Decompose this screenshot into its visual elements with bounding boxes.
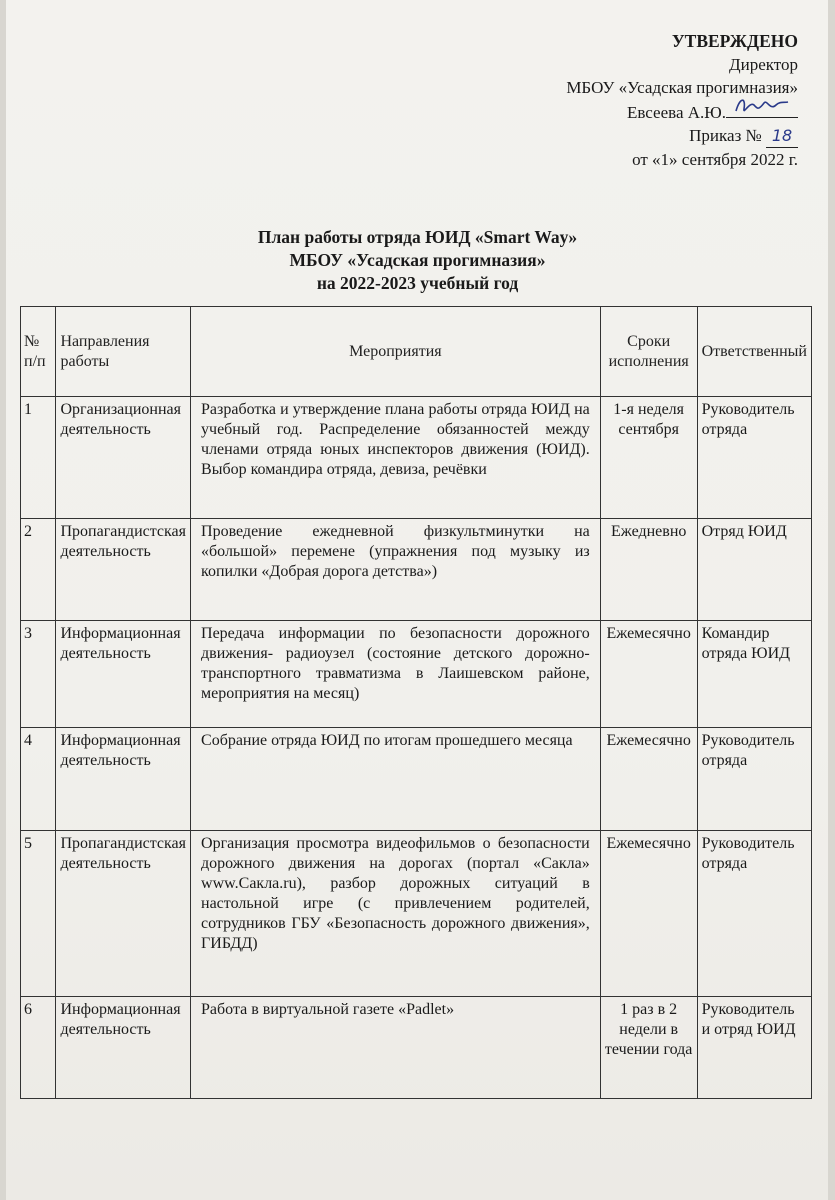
- cell-direction: Информационная деятельность: [56, 997, 191, 1099]
- cell-deadline: Ежедневно: [600, 519, 697, 621]
- doc-title: [0, 226, 835, 295]
- doc-title-line2: МБОУ «Усадская прогимназия»: [289, 250, 546, 270]
- header-deadline: Сроки исполнения: [600, 307, 697, 397]
- cell-events: Передача информации по безопасности дорожного движения- радиоузел (состояние детского дорожно-транспортного травматизма в Лаишевском районе, мероприятия на месяц): [191, 621, 601, 728]
- cell-events: Собрание отряда ЮИД по итогам прошедшего месяца: [191, 728, 601, 831]
- doc-title-line1: План работы отряда ЮИД «Smart Way»: [257, 227, 578, 247]
- cell-events: Проведение ежедневной физкультминутки на «большой» перемене (упражнения под музыку из копилки «Добрая дорога детства»): [191, 519, 601, 621]
- table-row: [21, 997, 812, 1099]
- signature-line: [726, 99, 798, 118]
- cell-direction: Организационная деятельность: [56, 397, 191, 519]
- header-num: № п/п: [21, 307, 56, 397]
- approval-position: Директор: [729, 55, 798, 74]
- table-header-row: [21, 307, 812, 397]
- cell-direction: Информационная деятельность: [56, 728, 191, 831]
- cell-deadline: Ежемесячно: [600, 728, 697, 831]
- cell-events: Разработка и утверждение плана работы отряда ЮИД на учебный год. Распределение обязанностей между членами отряда юных инспекторов движения (ЮИД). Выбор командира отряда, девиза, речёвки: [191, 397, 601, 519]
- approval-date: от «1» сентября 2022 г.: [632, 150, 798, 169]
- table-row: [21, 831, 812, 997]
- cell-responsible: Отряд ЮИД: [697, 519, 811, 621]
- cell-responsible: Руководитель отряда: [697, 397, 811, 519]
- cell-events: Организация просмотра видеофильмов о безопасности дорожного движения на дорогах (портал «Сакла» www.Сакла.ru), разбор дорожных ситуаций в настольной игре (с привлечением родителей, сотрудников ГБУ «Безопасность дорожного движения», ГИБДД): [191, 831, 601, 997]
- cell-deadline: Ежемесячно: [600, 621, 697, 728]
- cell-direction: Пропагандистская деятельность: [56, 831, 191, 997]
- cell-num: 5: [21, 831, 56, 997]
- cell-responsible: Командир отряда ЮИД: [697, 621, 811, 728]
- table-row: [21, 397, 812, 519]
- table-row: [21, 621, 812, 728]
- cell-direction: Пропагандистская деятельность: [56, 519, 191, 621]
- approval-title: УТВЕРЖДЕНО: [671, 31, 798, 51]
- header-responsible: Ответственный: [697, 307, 811, 397]
- header-direction: Направления работы: [56, 307, 191, 397]
- cell-direction: Информационная деятельность: [56, 621, 191, 728]
- approval-name: Евсеева А.Ю.: [626, 103, 726, 122]
- order-number: 18: [766, 124, 798, 148]
- header-events: Мероприятия: [191, 307, 601, 397]
- cell-num: 6: [21, 997, 56, 1099]
- cell-events: Работа в виртуальной газете «Padlet»: [191, 997, 601, 1099]
- cell-num: 3: [21, 621, 56, 728]
- cell-deadline: 1-я неделя сентября: [600, 397, 697, 519]
- cell-deadline: Ежемесячно: [600, 831, 697, 997]
- plan-table: [20, 306, 812, 1099]
- approval-school: МБОУ «Усадская прогимназия»: [566, 78, 798, 97]
- table-row: [21, 519, 812, 621]
- approval-order: [566, 124, 798, 148]
- cell-responsible: Руководитель отряда: [697, 728, 811, 831]
- cell-responsible: Руководитель отряда: [697, 831, 811, 997]
- cell-num: 1: [21, 397, 56, 519]
- approval-signature-line: [566, 99, 798, 124]
- order-label: Приказ №: [689, 126, 762, 145]
- cell-responsible: Руководитель и отряд ЮИД: [697, 997, 811, 1099]
- cell-num: 2: [21, 519, 56, 621]
- cell-deadline: 1 раз в 2 недели в течении года: [600, 997, 697, 1099]
- approval-block: [566, 30, 798, 171]
- doc-title-line3: на 2022-2023 учебный год: [316, 273, 519, 293]
- cell-num: 4: [21, 728, 56, 831]
- table-row: [21, 728, 812, 831]
- signature-icon: [730, 93, 790, 119]
